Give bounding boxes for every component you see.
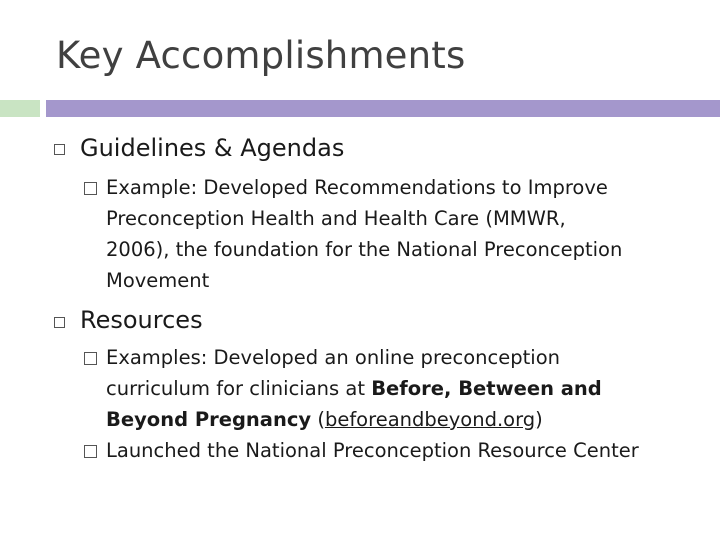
bullet-square-icon: [84, 182, 97, 195]
program-name-part1: Before, Between and: [371, 377, 602, 400]
example-line-1: Example: Developed Recommendations to Improve: [106, 172, 696, 203]
accent-bar: [46, 100, 720, 117]
slide-title: Key Accomplishments: [56, 34, 466, 77]
section-resources-examples: [106, 342, 696, 466]
website-link[interactable]: beforeandbeyond.org: [324, 408, 536, 431]
example-line-4: Movement: [106, 269, 210, 292]
resources-line-2: curriculum for clinicians at Before, Between and: [106, 377, 602, 400]
accent-bar-left: [0, 100, 40, 117]
bullet-square-icon: [54, 144, 65, 155]
resources-line-1: Examples: Developed an online preconception: [106, 342, 696, 373]
bullet-square-icon: [54, 317, 65, 328]
example-line-3: 2006), the foundation for the National Preconception: [106, 238, 623, 261]
resources-line-4: Launched the National Preconception Resource Center: [106, 435, 696, 466]
section-heading-guidelines: Guidelines & Agendas: [80, 134, 345, 162]
section-heading-resources: Resources: [80, 306, 203, 334]
section-guidelines-example: [106, 172, 696, 296]
resources-line-3: Beyond Pregnancy (beforeandbeyond.org): [106, 408, 543, 431]
bullet-square-icon: [84, 445, 97, 458]
example-line-2: Preconception Health and Health Care (MMWR,: [106, 207, 566, 230]
program-name-part2: Beyond Pregnancy: [106, 408, 312, 431]
bullet-square-icon: [84, 352, 97, 365]
